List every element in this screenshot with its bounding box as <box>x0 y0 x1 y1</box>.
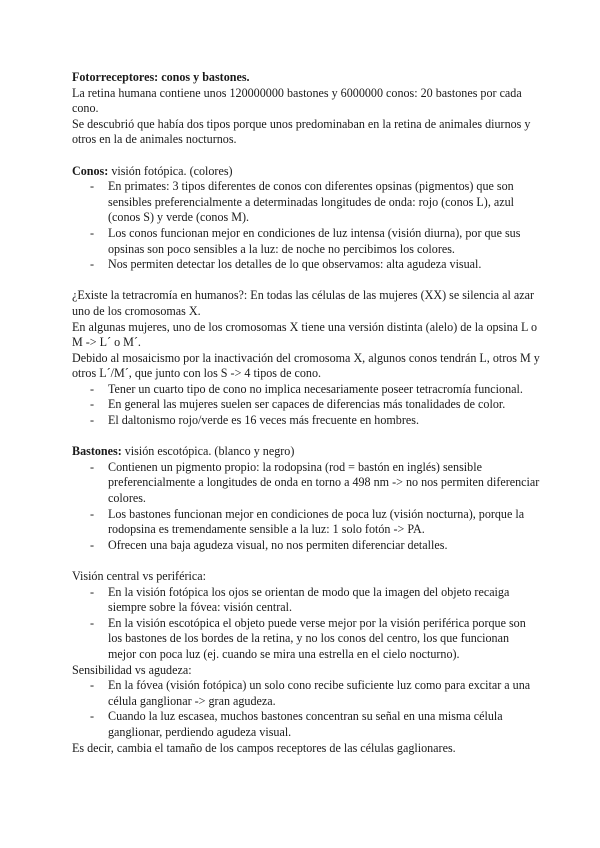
bastones-list <box>72 460 540 554</box>
list-item: - En la fóvea (visión fotópica) un solo cono recibe suficiente luz como para excitar a una célula ganglionar -> gran agudeza. <box>72 678 540 709</box>
list-item: - En la visión escotópica el objeto puede verse mejor por la visión periférica porque son los bastones de los bordes de la retina, y no los conos del centro, los que funcionan mejor con poca luz (ej. cuando se mira una estrella en el cielo nocturno). <box>72 616 540 663</box>
tetra-paragraph: En algunas mujeres, uno de los cromosomas X tiene una versión distinta (alelo) de la opsina L o M -> L´ o M´. <box>72 319 538 350</box>
list-item: - Contienen un pigmento propio: la rodopsina (rod = bastón en inglés) sensible preferencialmente a longitudes de onda en torno a 498 nm -> no nos permiten diferenciar colores. <box>72 460 540 507</box>
list-item: - En general las mujeres suelen ser capaces de diferencias más tonalidades de color. <box>72 397 540 413</box>
list-item: - En la visión fotópica los ojos se orientan de modo que la imagen del objeto recaiga siempre sobre la fóvea: visión central. <box>72 585 540 616</box>
central-heading: Visión central vs periférica: <box>72 569 206 583</box>
agudeza-list <box>72 678 540 740</box>
conos-list <box>72 179 540 273</box>
list-item: - El daltonismo rojo/verde es 16 veces más frecuente en hombres. <box>72 413 540 429</box>
document-title: Fotorreceptores: conos y bastones. <box>72 70 250 84</box>
list-item: - Los conos funcionan mejor en condiciones de luz intensa (visión diurna), por que sus opsinas son poco sensibles a la luz: de noche no percibimos los colores. <box>72 226 540 257</box>
list-item: - Nos permiten detectar los detalles de lo que observamos: alta agudeza visual. <box>72 257 540 273</box>
intro-paragraph: La retina humana contiene unos 120000000 bastones y 6000000 conos: 20 bastones por cada cono. <box>72 85 522 116</box>
tetra-paragraph: ¿Existe la tetracromía en humanos?: En todas las células de las mujeres (XX) se silencia al azar uno de los cromosomas X. <box>72 288 535 318</box>
conclusion-paragraph: Es decir, cambia el tamaño de los campos receptores de las células gaglionares. <box>72 740 456 755</box>
bastones-heading: Bastones: visión escotópica. (blanco y negro) <box>72 444 295 459</box>
list-item: - En primates: 3 tipos diferentes de conos con diferentes opsinas (pigmentos) que son sensibles preferencialmente a determinadas longitudes de onda: rojo (conos L), azul (conos S) y verde (conos M). <box>72 179 540 226</box>
intro-paragraph: Se descubrió que había dos tipos porque unos predominaban en la retina de animales diurnos y otros en la de animales nocturnos. <box>72 116 531 147</box>
tetra-list <box>72 382 540 429</box>
list-item: - Ofrecen una baja agudeza visual, no nos permiten diferenciar detalles. <box>72 538 540 554</box>
central-list <box>72 585 540 663</box>
agudeza-heading: Sensibilidad vs agudeza: <box>72 662 192 677</box>
tetra-paragraph: Debido al mosaicismo por la inactivación del cromosoma X, algunos conos tendrán L, otros M y otros L´/M´, que junto con los S -> 4 tipos de cono. <box>72 350 540 381</box>
list-item: - Cuando la luz escasea, muchos bastones concentran su señal en una misma célula ganglionar, perdiendo agudeza visual. <box>72 709 540 740</box>
conos-heading: Conos: visión fotópica. (colores) <box>72 163 233 178</box>
list-item: - Tener un cuarto tipo de cono no implica necesariamente poseer tetracromía funcional. <box>72 382 540 398</box>
list-item: - Los bastones funcionan mejor en condiciones de poca luz (visión nocturna), porque la rodopsina es tremendamente sensible a la luz: 1 solo fotón -> PA. <box>72 507 540 538</box>
